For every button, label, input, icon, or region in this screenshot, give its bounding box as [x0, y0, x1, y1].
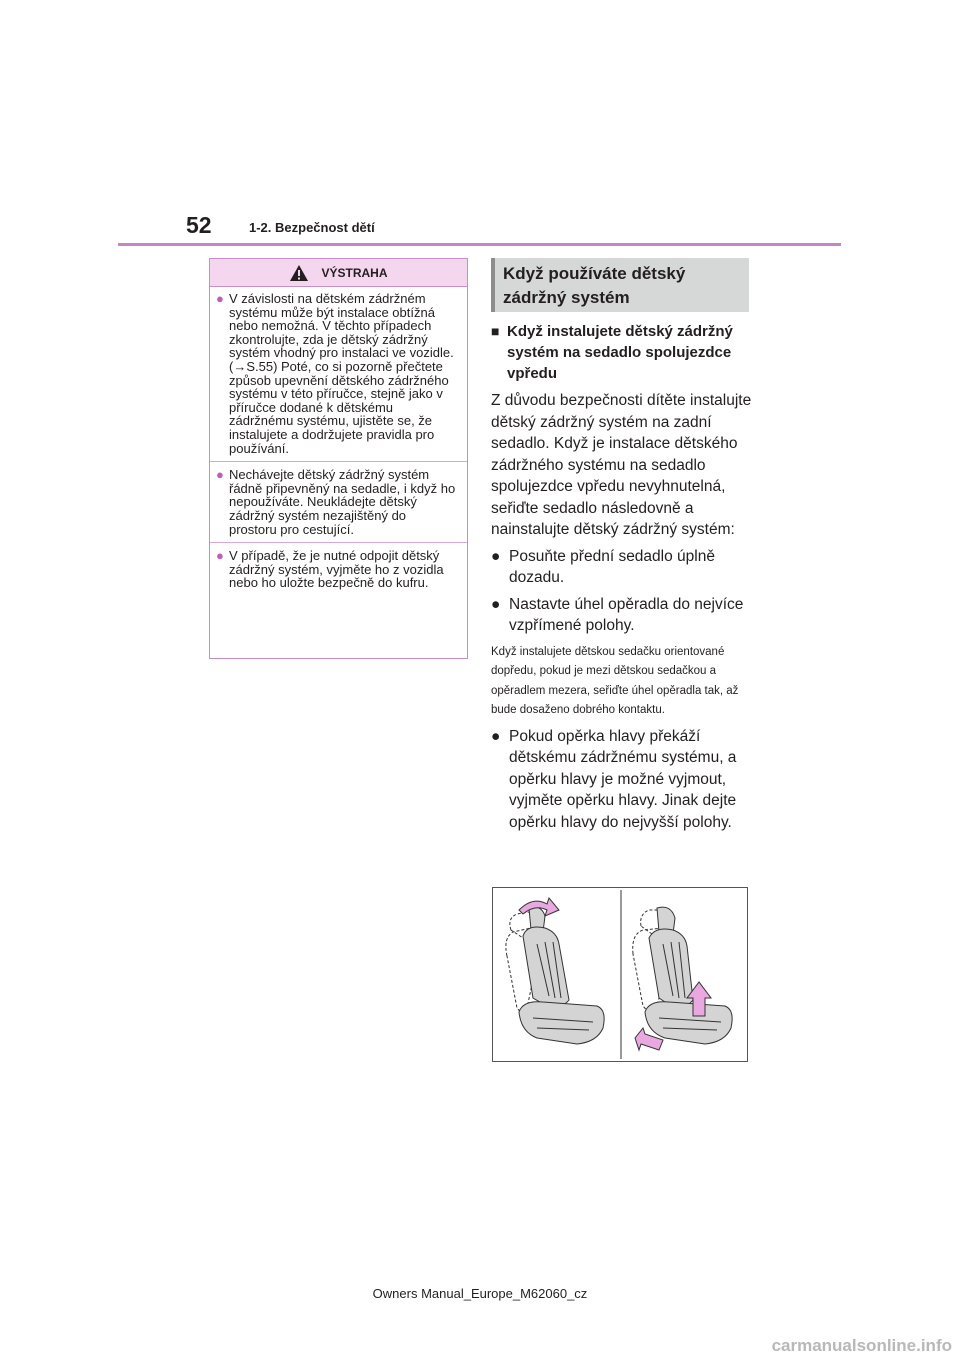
footer-manual-id: Owners Manual_Europe_M62060_cz: [372, 1286, 588, 1301]
subheading-text: Když instalujete dětský zádržný systém na sedadlo spolujezdce vpředu: [507, 323, 733, 382]
bullet-icon: ●: [491, 727, 501, 745]
seat-icon: [633, 907, 732, 1044]
divider: [210, 461, 467, 462]
warning-header: [210, 259, 467, 287]
warning-item-text: V závislosti na dětském zádržném systému může být instalace obtížná nebo nemožná. V těchto případech zkontrolujte, zda je dětský zádržný systém vhodný pro instalaci ve vozidle. (→S.55) Poté, co si pozorně přečtete způsob upevnění dětského zádržného systému v této příručce, stejně jako v příručce dodané k dětskému zádržnému systému, ujistěte se, že instalujete a dodržujete pravidla pro používání.: [229, 291, 454, 456]
bullet-icon: ●: [216, 548, 224, 564]
header-rule: [118, 243, 841, 246]
bullet-icon: ●: [491, 595, 501, 613]
subheading: [491, 321, 753, 384]
seat-icon: [506, 907, 604, 1044]
note-paragraph: Když instalujete dětskou sedačku orientované dopředu, pokud je mezi dětskou sedačkou a opěradlem mezera, seřiďte úhel opěradla tak, až bude dosaženo dobrého kontaktu.: [491, 645, 739, 717]
divider: [210, 542, 467, 543]
list-item-text: Pokud opěrka hlavy překáží dětskému zádržnému systému, a opěrku hlavy je možné vyjmout, vyjměte opěrku hlavy. Jinak dejte opěrku hlavy do nejvyšší polohy.: [509, 727, 737, 831]
bullet-icon: ●: [216, 291, 224, 306]
warning-item-text: Nechávejte dětský zádržný systém řádně připevněný na sedadle, i když ho nepoužíváte. Neukládejte dětský zádržný systém nezajištěný do prostoru pro cestující.: [229, 467, 456, 537]
topic-title: Když používáte dětský zádržný systém: [491, 258, 749, 312]
warning-item: [216, 549, 457, 590]
list-item: [491, 594, 753, 637]
warning-item: [216, 292, 457, 455]
seat-adjustment-illustration: [493, 888, 747, 1061]
warning-box: [209, 258, 468, 659]
section-title: 1-2. Bezpečnost dětí: [249, 220, 375, 235]
list-item-text: Nastavte úhel opěradla do nejvíce vzpřímené polohy.: [509, 595, 744, 634]
bullet-icon: ●: [491, 547, 501, 565]
warning-item-text: V případě, že je nutné odpojit dětský zádržný systém, vyjměte ho z vozidla nebo ho uložte bezpečně do kufru.: [229, 548, 444, 591]
warning-icon: [289, 264, 309, 282]
list-item-text: Posuňte přední sedadlo úplně dozadu.: [509, 547, 715, 586]
intro-paragraph: Z důvodu bezpečnosti dítěte instalujte dětský zádržný systém na zadní sedadlo. Když je instalace dětského zádržného systému na sedadlo spolujezdce vpředu nevyhnutelná, seřiďte sedadlo následovně a nainstalujte dětský zádržný systém:: [491, 392, 752, 538]
warning-item: [216, 468, 457, 536]
list-item: [491, 726, 753, 834]
square-bullet-icon: ■: [491, 323, 500, 339]
warning-list: [210, 287, 467, 590]
watermark: carmanualsonline.info: [771, 1336, 952, 1355]
seat-illustration: [492, 887, 748, 1062]
bullet-icon: ●: [216, 467, 224, 483]
main-column: [491, 258, 753, 833]
page-number: 52: [186, 212, 212, 238]
list-item: [491, 546, 753, 589]
warning-title: VÝSTRAHA: [321, 265, 388, 280]
